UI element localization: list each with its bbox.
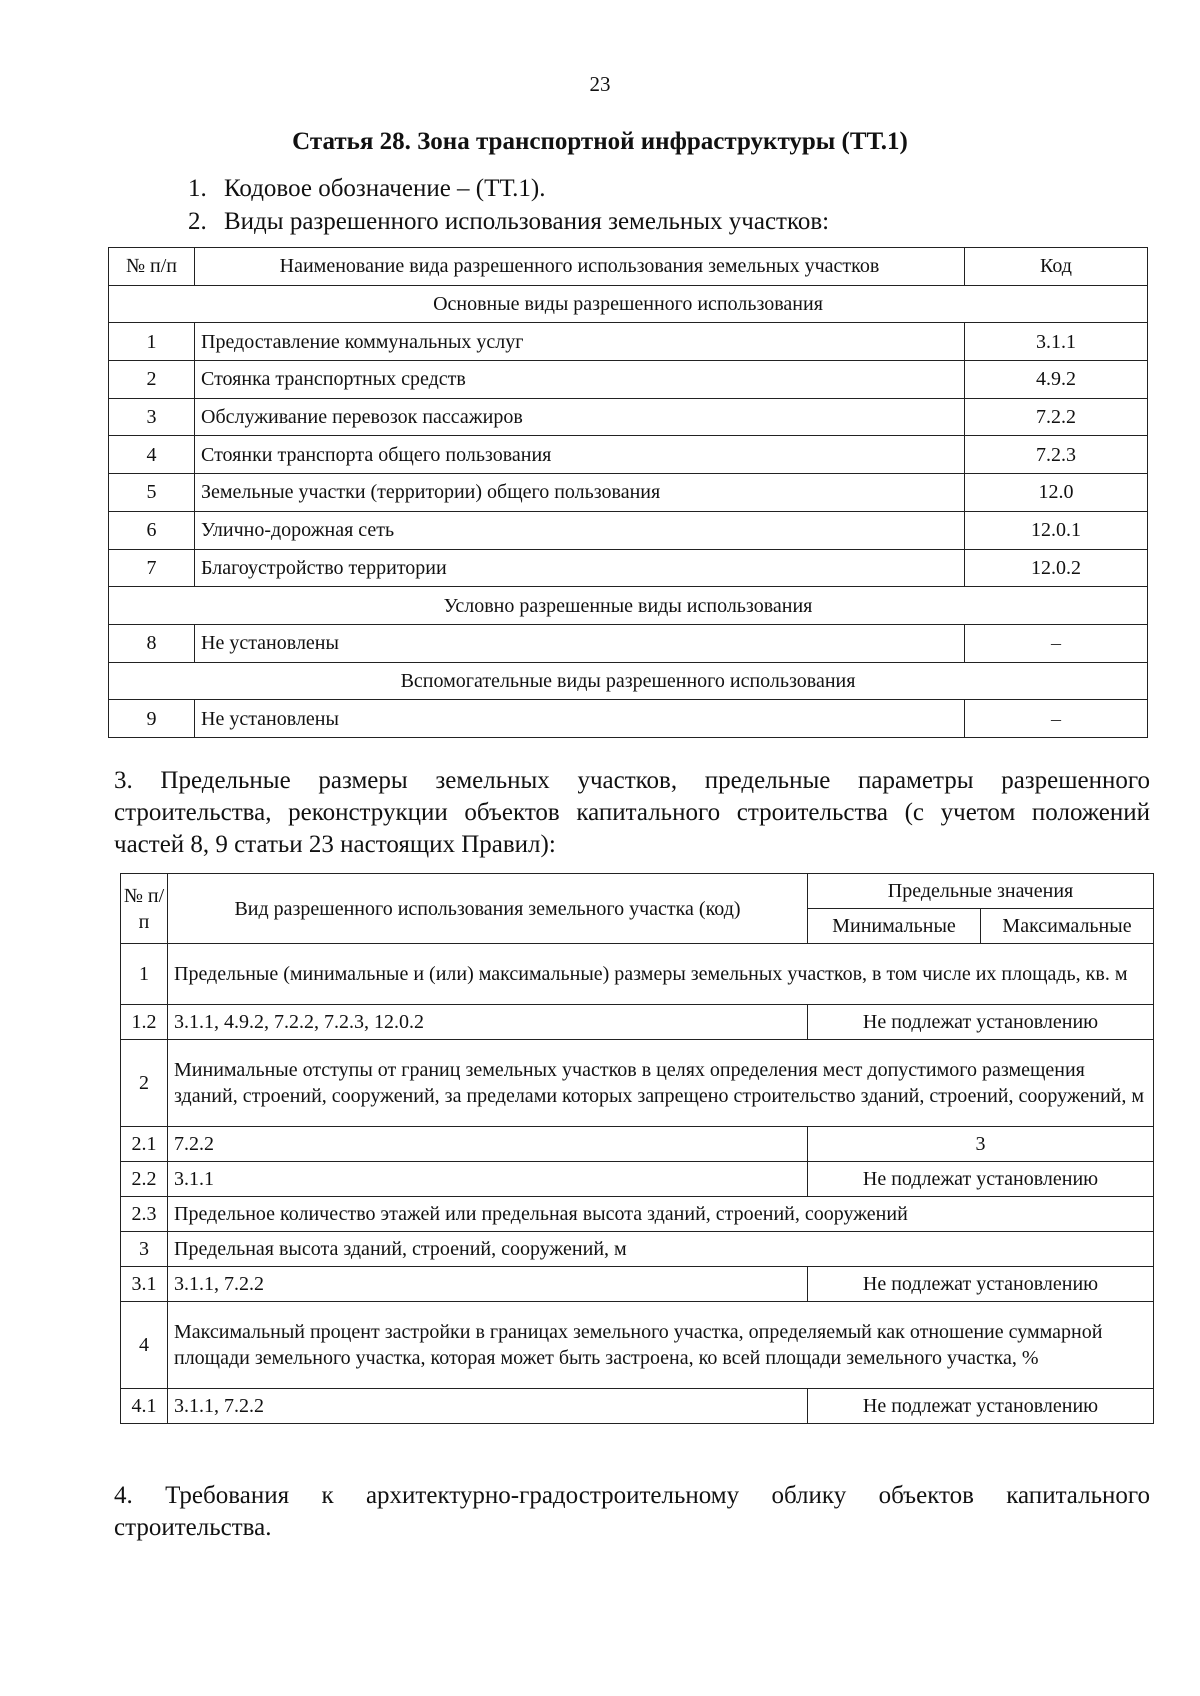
cell-num: 4 xyxy=(109,436,195,474)
cell-num: 3 xyxy=(109,398,195,436)
cell-code: 12.0.1 xyxy=(965,511,1148,549)
table-row xyxy=(121,1005,1154,1040)
cell-num: 2.3 xyxy=(121,1197,168,1232)
table-row xyxy=(121,1127,1154,1162)
cell-num: 4 xyxy=(121,1302,168,1389)
cell-num: 4.1 xyxy=(121,1389,168,1424)
cell-num: 8 xyxy=(109,624,195,662)
table-row xyxy=(109,398,1148,436)
section-row xyxy=(109,662,1148,700)
section-row xyxy=(109,285,1148,323)
cell-text: Максимальный процент застройки в границах земельного участка, определяемый как отношение суммарной площади земельного участка, которая может быть застроена, ко всей площади земельного участка, % xyxy=(168,1302,1154,1389)
table-row xyxy=(109,549,1148,587)
header-code: Код xyxy=(965,248,1148,286)
cell-code: 3.1.1 xyxy=(965,323,1148,361)
cell-value: Не подлежат установлению xyxy=(808,1267,1154,1302)
table-row xyxy=(109,700,1148,738)
list-item-number: 2. xyxy=(188,208,207,235)
cell-name: Стоянка транспортных средств xyxy=(195,361,965,399)
cell-codes: 3.1.1, 7.2.2 xyxy=(168,1389,808,1424)
table-row xyxy=(109,624,1148,662)
section-row xyxy=(109,587,1148,625)
table-row xyxy=(109,511,1148,549)
cell-text: Предельная высота зданий, строений, сооружений, м xyxy=(168,1232,1154,1267)
table-row xyxy=(109,436,1148,474)
header-min: Минимальные xyxy=(808,909,981,944)
table-header-row xyxy=(109,248,1148,286)
cell-num: 2 xyxy=(109,361,195,399)
cell-num: 1.2 xyxy=(121,1005,168,1040)
cell-code: – xyxy=(965,624,1148,662)
cell-code: 7.2.2 xyxy=(965,398,1148,436)
cell-name: Обслуживание перевозок пассажиров xyxy=(195,398,965,436)
cell-value: Не подлежат установлению xyxy=(808,1162,1154,1197)
cell-codes: 3.1.1, 4.9.2, 7.2.2, 7.2.3, 12.0.2 xyxy=(168,1005,808,1040)
cell-num: 2 xyxy=(121,1040,168,1127)
cell-code: 12.0 xyxy=(965,474,1148,512)
section-auxiliary: Вспомогательные виды разрешенного использования xyxy=(109,662,1148,700)
cell-num: 6 xyxy=(109,511,195,549)
cell-code: – xyxy=(965,700,1148,738)
table-row xyxy=(109,474,1148,512)
table-row xyxy=(121,1162,1154,1197)
list-item-text: Кодовое обозначение – (ТТ.1). xyxy=(224,175,546,202)
cell-num: 1 xyxy=(121,944,168,1005)
cell-num: 5 xyxy=(109,474,195,512)
table-row xyxy=(109,361,1148,399)
header-max: Максимальные xyxy=(981,909,1154,944)
table-row xyxy=(121,1232,1154,1267)
page-number: 23 xyxy=(589,72,611,96)
cell-code: 7.2.3 xyxy=(965,436,1148,474)
header-num: № п/п xyxy=(109,248,195,286)
cell-num: 2.1 xyxy=(121,1127,168,1162)
table-row xyxy=(121,1197,1154,1232)
table-row xyxy=(121,1040,1154,1127)
cell-code: 12.0.2 xyxy=(965,549,1148,587)
cell-num: 1 xyxy=(109,323,195,361)
limit-parameters-table xyxy=(120,873,1154,1424)
table-row xyxy=(121,1302,1154,1389)
paragraph-4: 4. Требования к архитектурно-градостроительному облику объектов капитального строительства. xyxy=(114,1482,1150,1541)
cell-value: Не подлежат установлению xyxy=(808,1389,1154,1424)
cell-text: Предельное количество этажей или предельная высота зданий, строений, сооружений xyxy=(168,1197,1154,1232)
cell-num: 2.2 xyxy=(121,1162,168,1197)
cell-num: 3.1 xyxy=(121,1267,168,1302)
header-num: № п/п xyxy=(121,874,168,944)
cell-text: Минимальные отступы от границ земельных участков в целях определения мест допустимого размещения зданий, строений, сооружений, за пределами которых запрещено строительство зданий, строений, сооружений, м xyxy=(168,1040,1154,1127)
table-row xyxy=(121,1389,1154,1424)
cell-num: 3 xyxy=(121,1232,168,1267)
table-row xyxy=(121,944,1154,1005)
cell-name: Благоустройство территории xyxy=(195,549,965,587)
cell-code: 4.9.2 xyxy=(965,361,1148,399)
cell-name: Не установлены xyxy=(195,700,965,738)
cell-codes: 7.2.2 xyxy=(168,1127,808,1162)
section-conditional: Условно разрешенные виды использования xyxy=(109,587,1148,625)
cell-name: Стоянки транспорта общего пользования xyxy=(195,436,965,474)
cell-name: Предоставление коммунальных услуг xyxy=(195,323,965,361)
table-row xyxy=(121,1267,1154,1302)
header-name: Наименование вида разрешенного использования земельных участков xyxy=(195,248,965,286)
cell-name: Земельные участки (территории) общего пользования xyxy=(195,474,965,512)
cell-num: 7 xyxy=(109,549,195,587)
cell-value: 3 xyxy=(808,1127,1154,1162)
paragraph-3: 3. Предельные размеры земельных участков, предельные параметры разрешенного строительства, реконструкции объектов капитального строительства (с учетом положений частей 8, 9 статьи 23 настоящих Правил): xyxy=(114,767,1150,858)
cell-value: Не подлежат установлению xyxy=(808,1005,1154,1040)
cell-name: Не установлены xyxy=(195,624,965,662)
table-row xyxy=(109,323,1148,361)
section-main: Основные виды разрешенного использования xyxy=(109,285,1148,323)
list-item-code xyxy=(188,175,546,203)
cell-codes: 3.1.1 xyxy=(168,1162,808,1197)
cell-text: Предельные (минимальные и (или) максимальные) размеры земельных участков, в том числе их площадь, кв. м xyxy=(168,944,1154,1005)
list-item-number: 1. xyxy=(188,175,207,202)
cell-num: 9 xyxy=(109,700,195,738)
permitted-uses-table xyxy=(108,247,1148,738)
article-title: Статья 28. Зона транспортной инфраструктуры (ТТ.1) xyxy=(292,128,908,155)
header-kind: Вид разрешенного использования земельного участка (код) xyxy=(168,874,808,944)
header-limits: Предельные значения xyxy=(808,874,1154,909)
cell-name: Улично-дорожная сеть xyxy=(195,511,965,549)
list-item-uses xyxy=(188,208,829,236)
cell-codes: 3.1.1, 7.2.2 xyxy=(168,1267,808,1302)
list-item-text: Виды разрешенного использования земельных участков: xyxy=(224,208,830,235)
table-header-row xyxy=(121,874,1154,909)
